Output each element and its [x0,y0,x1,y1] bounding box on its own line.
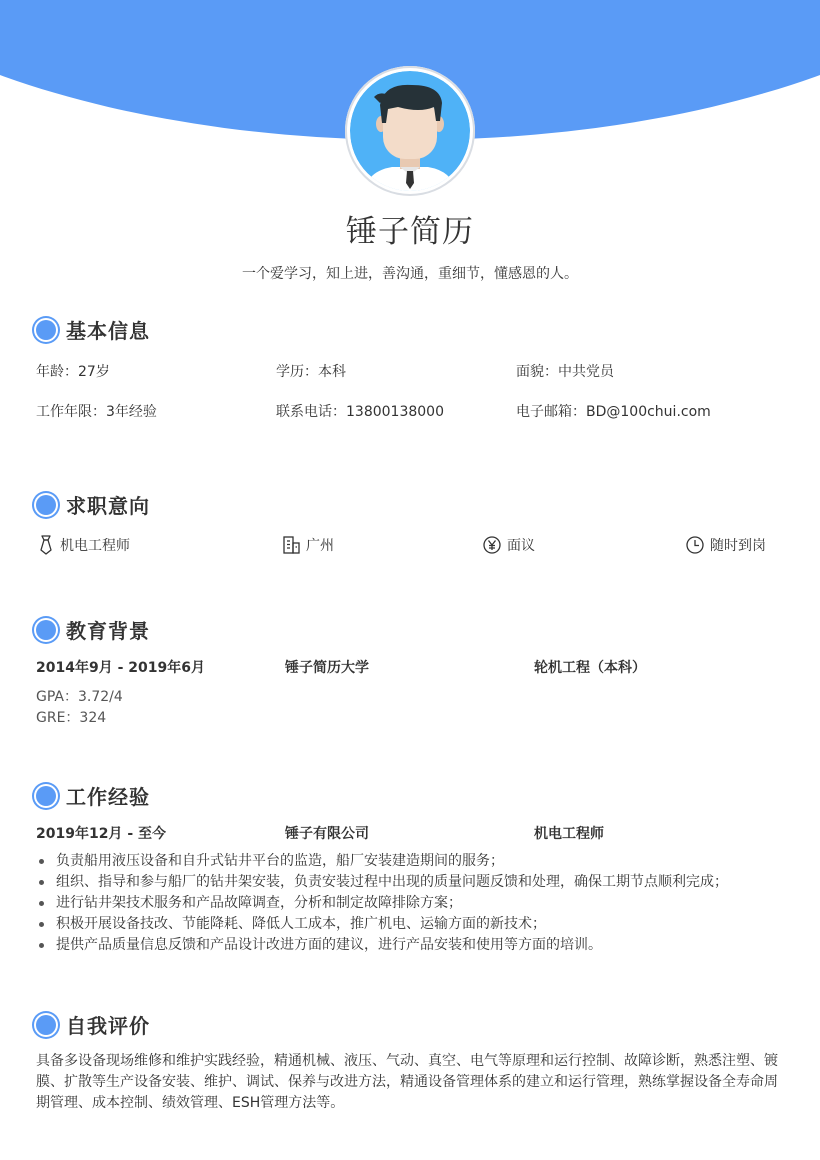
section-bullet-icon [36,620,56,640]
education-gre: GRE：324 [36,710,107,726]
section-education [34,615,150,644]
list-item: 进行钻井架技术服务和产品故障调查，分析和制定故障排除方案； [36,893,728,914]
section-bullet-icon [36,1015,56,1035]
section-title: 求职意向 [66,494,150,518]
list-item: 提供产品质量信息反馈和产品设计改进方面的建议，进行产品安装和使用等方面的培训。 [36,935,728,956]
section-title: 自我评价 [66,1014,150,1038]
work-company: 锤子有限公司 [285,826,369,842]
intent-availability [686,535,766,555]
education-gpa: GPA：3.72/4 [36,689,123,705]
intent-position-label: 机电工程师 [60,538,130,554]
clock-icon [686,536,704,554]
section-title: 基本信息 [66,319,150,343]
education-period: 2014年9月 - 2019年6月 [36,660,205,676]
age-field: 年龄：27岁 [36,364,110,380]
intent-salary [483,535,535,555]
phone-field: 联系电话：13800138000 [276,404,444,420]
work-duties-list [36,851,728,956]
resume-name: 锤子简历 [346,214,474,250]
section-bullet-icon [36,495,56,515]
intent-salary-label: 面议 [507,538,535,554]
section-bullet-icon [36,320,56,340]
motto: 一个爱学习，知上进，善沟通，重细节，懂感恩的人。 [242,266,578,282]
section-job-intent [34,490,150,519]
education-school: 锤子简历大学 [285,660,369,676]
work-role: 机电工程师 [534,826,604,842]
intent-availability-label: 随时到岗 [710,538,766,554]
intent-city [283,535,334,555]
work-years-field: 工作年限：3年经验 [36,404,157,420]
intent-position [38,535,130,555]
list-item: 积极开展设备技改、节能降耗、降低人工成本，推广机电、运输方面的新技术； [36,914,728,935]
list-item: 组织、指导和参与船厂的钻井架安装，负责安装过程中出现的质量问题反馈和处理，确保工期节点顺利完成； [36,872,728,893]
section-title: 教育背景 [66,619,150,643]
work-period: 2019年12月 - 至今 [36,826,167,842]
self-evaluation-text: 具备多设备现场维修和维护实践经验，精通机械、液压、气动、真空、电气等原理和运行控制、故障诊断，熟悉注塑、镀膜、扩散等生产设备安装、维护、调试、保养与改进方法，精通设备管理体系的建立和运行管理，熟练掌握设备全寿命周期管理、成本控制、绩效管理、ESH管理方法等。 [36,1053,778,1111]
building-icon [283,536,300,554]
section-title: 工作经验 [66,785,150,809]
avatar [345,66,475,196]
section-bullet-icon [36,786,56,806]
yen-icon [483,536,501,554]
male-avatar-icon [350,71,470,191]
section-basic-info [34,315,150,344]
education-major: 轮机工程（本科） [534,660,646,676]
political-status-field: 面貌：中共党员 [516,364,614,380]
tie-icon [38,535,54,555]
section-self-evaluation [34,1010,150,1039]
education-level-field: 学历：本科 [276,364,346,380]
list-item: 负责船用液压设备和自升式钻井平台的监造，船厂安装建造期间的服务； [36,851,728,872]
intent-city-label: 广州 [306,538,334,554]
section-work-experience [34,781,150,810]
email-field: 电子邮箱：BD@100chui.com [516,404,711,420]
